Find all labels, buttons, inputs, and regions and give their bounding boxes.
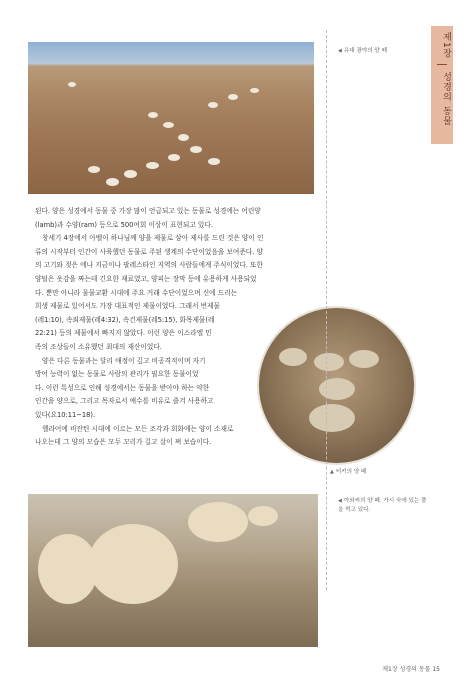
sheep-shape xyxy=(88,524,178,604)
caption-bottom-text: 아와씨의 양 떼. 가시 숙에 있는 풀을 먹고 있다. xyxy=(338,498,427,513)
body-text xyxy=(35,205,325,450)
body-line: 양은 다른 동물과는 달리 애정이 깊고 비공격적이며 자기 xyxy=(42,356,206,365)
sheep-shape xyxy=(188,502,248,542)
column-divider xyxy=(326,30,328,590)
sheep-shape xyxy=(146,162,159,169)
body-line: 양털은 옷감을 짜는데 긴요한 재료였고, 양피는 장막 등에 유용하게 사용되었 xyxy=(35,274,257,283)
triangle-icon: ◀ xyxy=(338,48,342,54)
body-line: 22:21) 등의 제물에서 빠지지 않았다. 이런 양은 이스라엘 민 xyxy=(35,329,212,338)
sheep-shape xyxy=(349,350,379,368)
sheep-shape xyxy=(124,170,137,178)
body-line: 창세기 4장에서 아벨이 하나님께 양을 제물로 삼아 제사를 드린 것은 양이 인 xyxy=(42,234,264,243)
chapter-tab-divider xyxy=(437,64,447,65)
body-line: 나오는데 그 양의 모습은 모두 꼬리가 길고 살이 쪄 보습이다. xyxy=(35,438,212,447)
body-line: (레1:10), 속죄제물(레4:32), 속건제물(레5:15), 화목제물(레 xyxy=(35,315,215,324)
caption-top xyxy=(338,47,428,56)
triangle-icon: ◀ xyxy=(338,498,342,504)
body-line: (lamb)과 수양(ram) 등으로 500여회 이상이 표현되고 있다. xyxy=(35,220,213,229)
body-line: 다. 이런 특성으로 인해 성경에서는 동물을 받아야 하는 약한 xyxy=(35,383,210,392)
body-line: 족의 조상들이 소유했던 최대의 재산이었다. xyxy=(35,342,162,351)
sheep-flock-desert-photo xyxy=(28,42,314,194)
caption-bottom xyxy=(338,497,428,514)
caption-circle xyxy=(330,468,420,477)
body-line: 다. 뿐만 아니라 물물교환 시대에 주요 거래 수단이었으며 신에 드리는 xyxy=(35,288,238,297)
sheep-shape xyxy=(208,158,220,165)
sheep-shape xyxy=(106,178,119,186)
sheep-shape xyxy=(168,154,180,161)
sheep-shape xyxy=(228,94,238,100)
chapter-title: 성경의 동물 xyxy=(441,72,451,126)
sheep-shape xyxy=(208,102,218,108)
sheep-shape xyxy=(190,146,202,153)
sheep-shape xyxy=(248,506,278,526)
body-line: 인간을 양으로, 그리고 목자로서 예수를 비유로 즐겨 사용하고 xyxy=(35,397,214,406)
sheep-shape xyxy=(163,122,174,128)
body-line: 류의 시작부터 인간이 사육했던 동물로 주된 생계의 수단이었음을 보여준다. 양 xyxy=(35,247,263,256)
body-line: 있다(요10:11~18). xyxy=(35,410,96,419)
sheep-shape xyxy=(68,82,76,87)
sheep-shape xyxy=(148,112,158,118)
triangle-icon: ▲ xyxy=(330,469,334,475)
body-line: 방어 능력이 없는 동물로 사람의 관리가 필요한 동물이었 xyxy=(35,370,199,379)
chapter-tab xyxy=(431,26,453,144)
sheep-shape xyxy=(250,88,259,93)
chapter-number: 제1장 xyxy=(441,32,451,59)
body-line: 헬라어에 비잔틴 시대에 이르는 모든 조각과 회화에는 양이 소재로 xyxy=(42,424,234,433)
sheep-shape xyxy=(88,166,100,173)
caption-circle-text: 터키의 양 떼 xyxy=(335,469,367,475)
sheep-shape xyxy=(178,134,189,141)
body-line: 희생 제물로 있어서도 가장 대표적인 제물이었다. 그래서 번제물 xyxy=(35,302,220,311)
body-line: 된다. 양은 성경에서 동물 중 가장 많이 언급되고 있는 동물로 성경에는 어린양 xyxy=(35,207,261,215)
awassi-sheep-photo xyxy=(28,494,318,647)
page-footer: 제1장 성경의 동물 15 xyxy=(382,666,440,673)
caption-top-text: 유대 광야의 양 떼 xyxy=(343,48,388,54)
body-line: 의 고기와 젖은 에나 지금이나 팔레스타인 지역의 사람들에게 주식이었다. 또한 xyxy=(35,261,263,270)
